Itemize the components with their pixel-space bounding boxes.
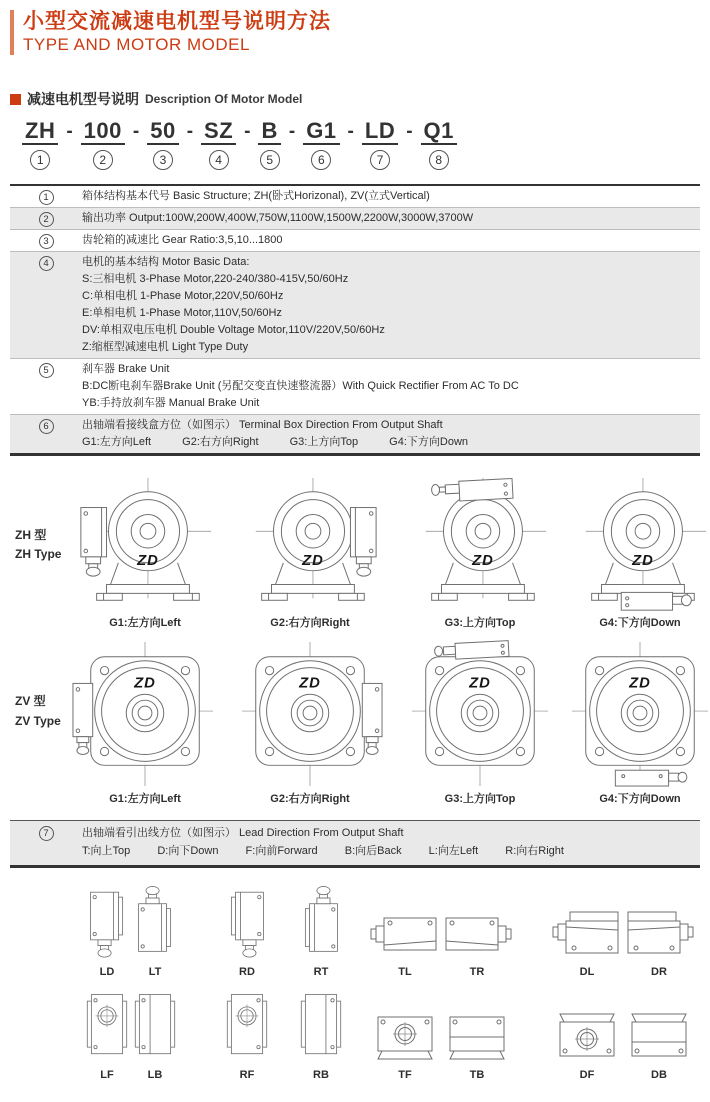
zh-motor-g2: [235, 474, 385, 630]
zd-logo: ZD: [302, 553, 324, 570]
zv-type-row: [0, 640, 710, 806]
zv-g1-caption: G1:左方向Left: [109, 793, 181, 806]
zh-g3-caption: G3:上方向Top: [444, 617, 516, 630]
lead-fig-dr: [624, 906, 694, 978]
spec-text: Z:缩框型减速电机 Light Type Duty: [82, 341, 249, 354]
zh-motor-g3-drawing: [406, 474, 554, 612]
dr-drawing: [624, 906, 694, 960]
lead-fig-tl: [370, 908, 440, 978]
spec-text: B:DC断电刹车器Brake Unit (另配交变直快速整流器）With Quick Rectifier From AC To DC: [82, 380, 519, 393]
spec-text: 出轴端看接线盒方位（如图示） Terminal Box Direction From Output Shaft: [82, 419, 443, 432]
zv-label-zh: ZV 型: [15, 694, 46, 709]
spec-text: 齿轮箱的减速比 Gear Ratio:3,5,10...1800: [82, 234, 283, 247]
zh-label-zh: ZH 型: [15, 528, 47, 543]
spec-text: 箱体结构基本代号 Basic Structure; ZH(卧式Horizonal), ZV(立式Vertical): [82, 190, 430, 203]
row-num: 6: [39, 419, 54, 434]
lead-direction-row: [10, 820, 700, 868]
lead-label: LD: [99, 965, 115, 978]
spec-text: YB:手持放刹车器 Manual Brake Unit: [82, 397, 260, 410]
db-drawing: [624, 1010, 694, 1063]
code-part-1: [22, 119, 58, 170]
zv-motor-g1: [70, 640, 220, 806]
spec-text: 刹车器 Brake Unit: [82, 363, 170, 376]
code-dash: -: [66, 121, 73, 143]
lead-label: TB: [469, 1069, 485, 1082]
zd-logo: ZD: [299, 675, 321, 692]
spec-text: 输出功率 Output:100W,200W,400W,750W,1100W,1500W,2200W,3000W,3700W: [82, 212, 474, 225]
lt-drawing: [132, 884, 178, 960]
code-part-3: [147, 119, 178, 170]
code-text: Q1: [421, 119, 457, 145]
lead-fig-db: [624, 1010, 694, 1081]
lead-fig-rf: [224, 988, 270, 1082]
lead-diagrams-row2: [0, 988, 710, 1082]
zv-motor-g1-drawing: [71, 640, 219, 788]
zd-logo: ZD: [137, 553, 159, 570]
page-header: [10, 10, 710, 55]
lead-heading: 出轴端看引出线方位（如图示） Lead Direction From Output Shaft: [82, 827, 404, 840]
section-heading-zh: 减速电机型号说明: [27, 91, 139, 108]
spec-text: E:单相电机 1-Phase Motor,110V,50/60Hz: [82, 307, 282, 320]
section-marker-icon: [10, 94, 21, 105]
lead-fig-tb: [442, 1009, 512, 1081]
spec-text: C:单相电机 1-Phase Motor,220V,50/60Hz: [82, 290, 284, 303]
lead-item: R:向右Right: [505, 845, 564, 858]
lead-label: LB: [147, 1069, 163, 1082]
zh-motor-g3: [405, 474, 555, 630]
lead-label: RF: [239, 1069, 255, 1082]
zh-g2-caption: G2:右方向Right: [270, 617, 350, 630]
code-num: 2: [93, 150, 113, 170]
zh-motor-g1-drawing: [71, 474, 219, 612]
lead-label: LF: [100, 1069, 114, 1082]
lead-fig-ld: [84, 884, 130, 978]
zh-g1-caption: G1:左方向Left: [109, 617, 181, 630]
lead-fig-lt: [132, 884, 178, 978]
spec-text: 电机的基本结构 Motor Basic Data:: [82, 256, 250, 269]
zv-motor-g4-drawing: [566, 640, 710, 788]
code-num: 3: [153, 150, 173, 170]
lead-fig-rd: [224, 884, 270, 978]
df-drawing: [552, 1010, 622, 1063]
spec-text: DV:单相双电压电机 Double Voltage Motor,110V/220V,50/60Hz: [82, 324, 385, 337]
zd-logo: ZD: [134, 675, 156, 692]
zh-g4-caption: G4:下方向Down: [599, 617, 681, 630]
code-num: 4: [209, 150, 229, 170]
code-text: 50: [147, 119, 178, 145]
rd-drawing: [224, 884, 270, 960]
zh-motor-g4-drawing: [566, 474, 710, 612]
zd-logo: ZD: [469, 675, 491, 692]
lead-label: LT: [148, 965, 162, 978]
lead-label: DR: [651, 965, 667, 978]
tb-drawing: [442, 1009, 512, 1063]
code-text: B: [258, 119, 280, 145]
lead-label: DL: [579, 965, 595, 978]
direction-item: G3:上方向Top: [289, 436, 359, 449]
zv-motor-g4: [565, 640, 710, 806]
tr-drawing: [442, 908, 512, 960]
lead-fig-tf: [370, 1009, 440, 1081]
code-num: 6: [311, 150, 331, 170]
section-heading: [10, 89, 710, 109]
lead-label: TR: [469, 965, 485, 978]
page-title-zh: 小型交流减速电机型号说明方法: [23, 10, 331, 33]
lead-diagrams-row1: [0, 884, 710, 978]
lead-direction-items: [82, 842, 692, 860]
row-num: 7: [39, 826, 54, 841]
code-text: G1: [303, 119, 339, 145]
lead-item: L:向左Left: [428, 845, 479, 858]
code-dash: -: [288, 121, 296, 143]
code-text: SZ: [201, 119, 236, 145]
lead-item: T:向上Top: [82, 845, 131, 858]
zv-label-en: ZV Type: [15, 713, 61, 728]
code-dash: -: [244, 121, 251, 143]
row-num: 2: [39, 212, 54, 227]
lead-fig-rt: [298, 884, 344, 978]
lead-label: TL: [398, 965, 412, 978]
ld-drawing: [84, 884, 130, 960]
lead-item: F:向前Forward: [245, 845, 318, 858]
spec-text: S:三相电机 3-Phase Motor,220-240/380-415V,50/60Hz: [82, 273, 349, 286]
zh-type-label: [0, 474, 70, 564]
lead-label: DF: [579, 1069, 595, 1082]
lead-fig-df: [552, 1010, 622, 1081]
lead-fig-tr: [442, 908, 512, 978]
code-text: ZH: [22, 119, 58, 145]
code-num: 1: [30, 150, 50, 170]
zv-g4-caption: G4:下方向Down: [599, 793, 681, 806]
zv-motor-g2: [235, 640, 385, 806]
row-num: 5: [39, 363, 54, 378]
lead-fig-lb: [132, 988, 178, 1082]
terminal-box-directions: [82, 434, 692, 451]
code-part-7: [362, 119, 398, 170]
code-part-8: [421, 119, 457, 170]
dl-drawing: [552, 906, 622, 960]
code-num: 5: [260, 150, 280, 170]
code-dash: -: [406, 121, 413, 143]
spec-table: [10, 184, 700, 456]
code-dash: -: [132, 121, 140, 143]
tl-drawing: [370, 908, 440, 960]
model-code: [22, 119, 710, 170]
page-title-en: TYPE AND MOTOR MODEL: [23, 35, 250, 55]
lead-item: B:向后Back: [344, 845, 402, 858]
code-num: 7: [370, 150, 390, 170]
zv-motor-g2-drawing: [236, 640, 384, 788]
spec-row-6: [10, 414, 700, 453]
code-num: 8: [429, 150, 449, 170]
lead-fig-lf: [84, 988, 130, 1082]
direction-item: G1:左方向Left: [82, 436, 152, 449]
zd-logo: ZD: [629, 675, 651, 692]
lead-label: RT: [313, 965, 329, 978]
zh-type-row: [0, 474, 710, 630]
code-part-2: [81, 119, 125, 170]
section-heading-en: Description Of Motor Model: [145, 92, 303, 107]
rb-drawing: [298, 988, 344, 1064]
rf-drawing: [224, 988, 270, 1064]
lead-fig-rb: [298, 988, 344, 1082]
zd-logo: ZD: [632, 553, 654, 570]
code-part-6: [303, 119, 339, 170]
code-dash: -: [186, 121, 194, 143]
row-num: 4: [39, 256, 54, 271]
lead-label: DB: [651, 1069, 667, 1082]
zv-g3-caption: G3:上方向Top: [444, 793, 516, 806]
spec-row-5: [10, 358, 700, 414]
direction-item: G2:右方向Right: [182, 436, 259, 449]
spec-row-1: [10, 186, 700, 207]
row-num: 1: [39, 190, 54, 205]
code-text: 100: [81, 119, 125, 145]
direction-item: G4:下方向Down: [389, 436, 469, 449]
zh-label-en: ZH Type: [15, 547, 62, 562]
lb-drawing: [132, 988, 178, 1064]
spec-row-2: [10, 207, 700, 229]
lead-label: TF: [398, 1069, 412, 1082]
code-part-5: [258, 119, 280, 170]
zv-motor-g3-drawing: [406, 640, 554, 788]
code-text: LD: [362, 119, 398, 145]
zv-type-label: [0, 640, 70, 730]
zh-motor-g1: [70, 474, 220, 630]
zd-logo: ZD: [472, 553, 494, 570]
tf-drawing: [370, 1009, 440, 1063]
lead-item: D:向下Down: [157, 845, 219, 858]
zv-g2-caption: G2:右方向Right: [270, 793, 350, 806]
code-dash: -: [347, 121, 354, 143]
lf-drawing: [84, 988, 130, 1064]
lead-fig-dl: [552, 906, 622, 978]
zv-motor-g3: [405, 640, 555, 806]
spec-row-4: [10, 251, 700, 358]
rt-drawing: [298, 884, 344, 960]
spec-row-3: [10, 229, 700, 251]
zh-motor-g2-drawing: [236, 474, 384, 612]
lead-label: RB: [313, 1069, 329, 1082]
lead-label: RD: [239, 965, 255, 978]
zh-motor-g4: [565, 474, 710, 630]
code-part-4: [201, 119, 236, 170]
row-num: 3: [39, 234, 54, 249]
